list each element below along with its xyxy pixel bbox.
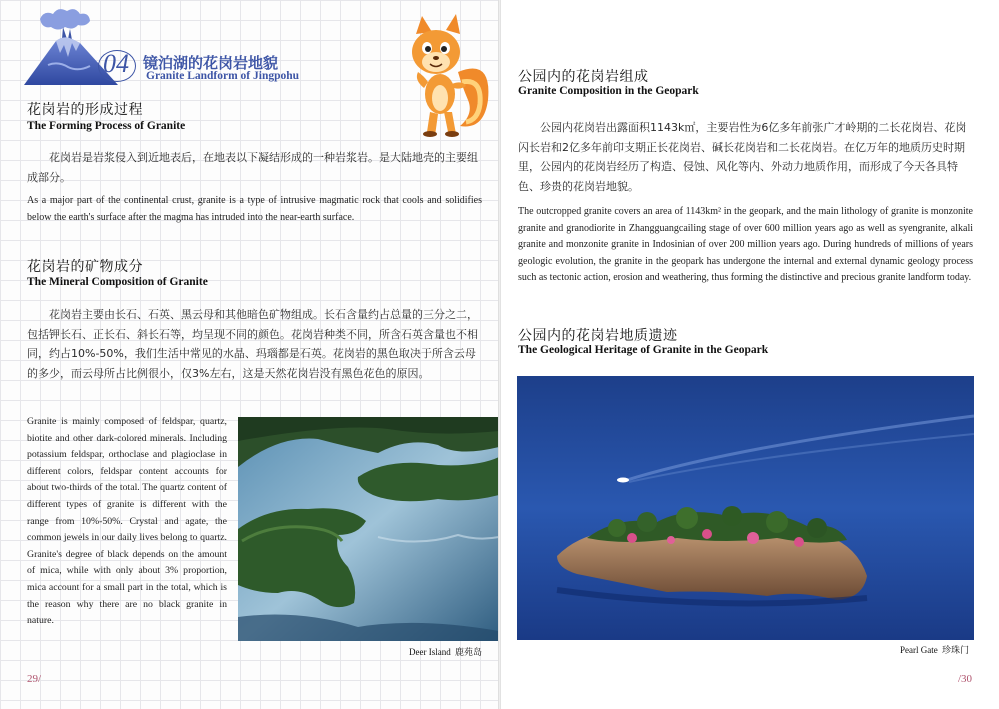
section-heading-cn: 花岗岩的形成过程 — [27, 102, 143, 118]
squirrel-mascot-icon — [396, 12, 496, 142]
chapter-title-en: Granite Landform of Jingpohu — [146, 70, 300, 82]
photo-caption-en: Pearl Gate — [900, 645, 938, 655]
section-heading-cn: 公园内的花岗岩组成 — [518, 69, 649, 85]
section-heading-cn: 公园内的花岗岩地质遗迹 — [518, 328, 678, 344]
chapter-number: 04 — [103, 49, 129, 78]
page-number: /30 — [958, 673, 973, 685]
chapter-title-cn: 镜泊湖的花岗岩地貌 — [143, 54, 279, 72]
section-heading-en: The Forming Process of Granite — [27, 120, 186, 132]
paragraph-en: The outcropped granite covers an area of 1143km² in the geopark, and the main lithology of granite is monzonite granite and granodiorite in Zhangguangcailing stage of over 600 million years ago as well as syengranite, alkali granite and monzonite granite in Indosinian of over 200 million years ago. During hundreds of millions of years geologic evolution, the granite in the geopark has undergone the internal and external dynamic geology process such as tectonic action, erosion and weathering, thus forming the distinctive and precious granite landform today. — [518, 206, 973, 283]
section-heading-cn: 花岗岩的矿物成分 — [27, 259, 143, 275]
right-page — [500, 0, 999, 709]
paragraph-cn: 花岗岩主要由长石、石英、黑云母和其他暗色矿物组成。长石含量约占总量的三分之二，包括钾长石、正长石、斜长石等，均呈现不同的颜色。花岗岩种类不同，所含石英含量也不相同，约占10%-50%，我们生活中常见的水晶、玛瑙都是石英。花岗岩的黑色取决于所含云母的多少，而云母所占比例很小，仅3%左右，这是天然花岗岩没有黑色花色的原因。 — [27, 308, 478, 380]
paragraph-en: As a major part of the continental crust, granite is a type of intrusive magmatic rock that cools and solidifies below the earth's surface after the magma has intruded into the near-earth surface. — [27, 195, 482, 223]
section-heading-en: The Mineral Composition of Granite — [27, 276, 208, 288]
photo-caption-cn: 珍珠门 — [941, 646, 969, 656]
section-heading-en: The Geological Heritage of Granite in the Geopark — [518, 344, 769, 356]
page-number: 29/ — [27, 673, 42, 685]
paragraph-cn: 公园内花岗岩出露面积1143k㎡，主要岩性为6亿多年前张广才岭期的二长花岗岩、花岗闪长岩和2亿多年前印支期正长花岗岩、碱长花岗岩和二长花岗岩。在亿万年的地质历史时期里，公园内的花岗岩经历了构造、侵蚀、风化等内、外动力地质作用，而形成了今天各具特色、珍贵的花岗岩地貌。 — [518, 121, 967, 193]
section-heading-en: Granite Composition in the Geopark — [518, 85, 699, 97]
paragraph-en: Granite is mainly composed of feldspar, quartz, biotite and other dark-colored minerals. Including potassium feldspar, orthoclase and plagioclase in different colors, feldspar content accounts for about two-thirds of the total. The quartz content of different types of granite is different with the range from 10%-50%. Crystal and agate, the common jewels in our daily lives belong to quartz. Granite's degree of black depends on the amount of mica, while with only about 3% proportion, mica account for a small part in the total, which is the reason why there are no black granite in nature. — [27, 416, 227, 627]
paragraph-cn: 花岗岩是岩浆侵入到近地表后，在地表以下凝结形成的一种岩浆岩。是大陆地壳的主要组成部分。 — [27, 151, 478, 184]
pearl-gate-photo — [517, 376, 974, 640]
photo-caption-en: Deer Island — [409, 647, 451, 657]
photo-caption-cn: 鹿苑岛 — [454, 648, 482, 658]
deer-island-photo — [238, 417, 499, 641]
